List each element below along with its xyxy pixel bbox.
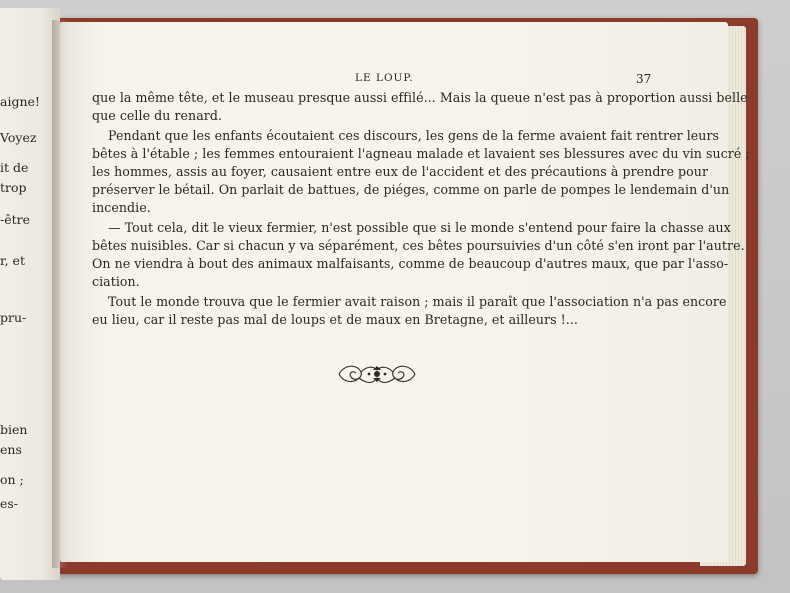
text-line: bêtes à l'étable ; les femmes entouraient l'agneau malade et lavaient ses blessures avec du vin sucré ;: [92, 146, 750, 161]
left-page-fragment: on ;: [0, 472, 24, 487]
text-line: On ne viendra à bout des animaux malfaisants, comme de beaucoup d'autres maux, que par l'asso-: [92, 256, 729, 271]
left-page-fragment: r, et: [0, 253, 25, 268]
text-line: Tout le monde trouva que le fermier avait raison ; mais il paraît que l'association n'a pas encore: [108, 294, 727, 309]
text-line: eu lieu, car il reste pas mal de loups et de maux en Bretagne, et ailleurs !...: [92, 312, 578, 327]
left-page-fragment: aigne!: [0, 94, 40, 109]
text-line: Pendant que les enfants écoutaient ces discours, les gens de la ferme avaient fait rentrer leurs: [108, 128, 720, 143]
book-gutter: [52, 20, 68, 568]
left-page-fragment: trop: [0, 180, 27, 195]
text-line: que la même tête, et le museau presque aussi effilé... Mais la queue n'est pas à proportion aussi belle: [92, 90, 748, 105]
left-page-fragment: bien: [0, 422, 28, 437]
fleuron-ornament-icon: [335, 360, 419, 388]
running-head: LE LOUP.: [355, 72, 414, 84]
left-page-fragment: -être: [0, 212, 31, 227]
left-page: [0, 8, 60, 580]
left-page-fragment: Voyez: [0, 130, 37, 145]
left-page-fragment: ens: [0, 442, 22, 457]
page-number: 37: [636, 72, 652, 86]
left-page-fragment: es-: [0, 496, 19, 511]
text-line: préserver le bétail. On parlait de battues, de piéges, comme on parle de pompes le lendemain d'un: [92, 182, 730, 197]
text-line: incendie.: [92, 200, 151, 215]
text-line: — Tout cela, dit le vieux fermier, n'est possible que si le monde s'entend pour faire la chasse aux: [108, 220, 731, 235]
text-line: bêtes nuisibles. Car si chacun y va séparément, ces bêtes poursuivies d'un côté s'en iront par l'autre.: [92, 238, 745, 253]
text-line: ciation.: [92, 274, 140, 289]
text-line: les hommes, assis au foyer, causaient entre eux de l'accident et des précautions à prendre pour: [92, 164, 709, 179]
left-page-fragment: pru-: [0, 310, 27, 325]
left-page-fragment: it de: [0, 160, 29, 175]
text-line: que celle du renard.: [92, 108, 222, 123]
